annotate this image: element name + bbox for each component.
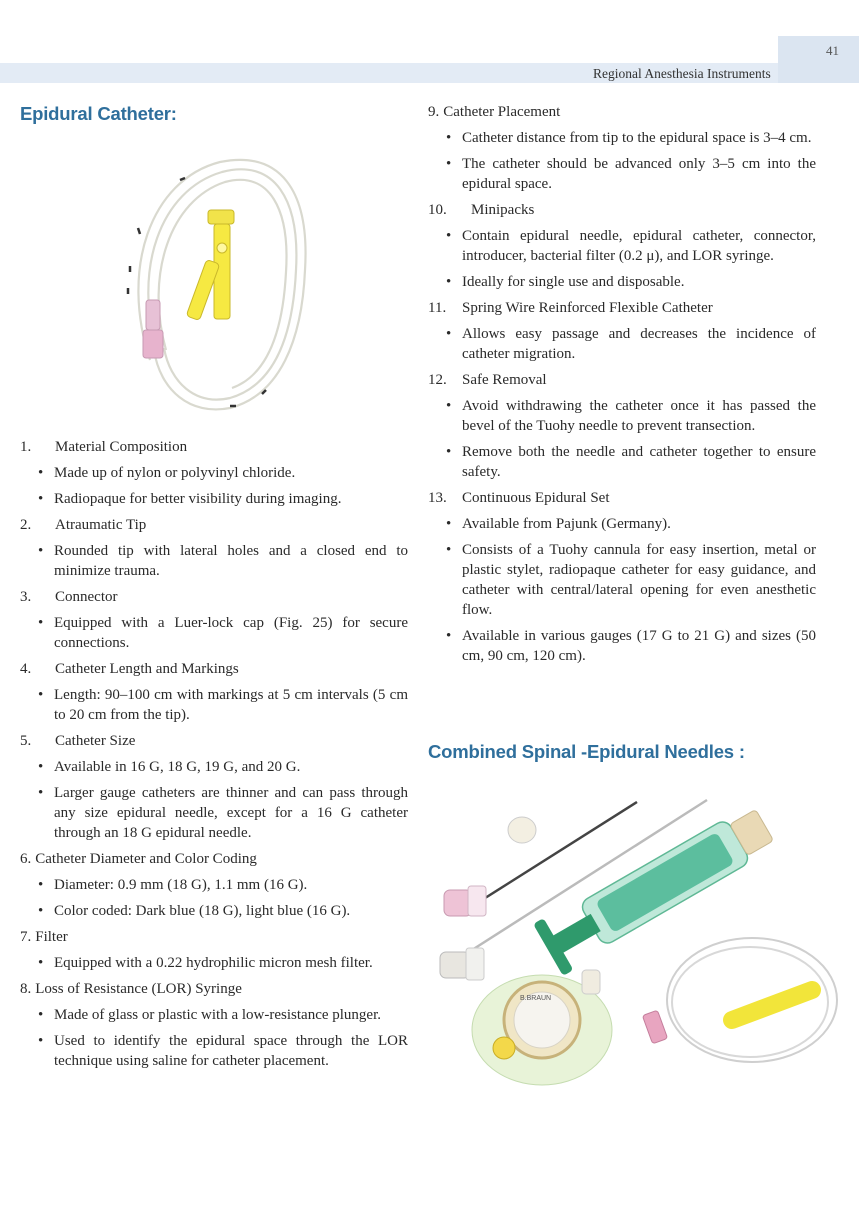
left-column — [20, 437, 408, 1077]
item-title: Atraumatic Tip — [55, 517, 147, 533]
bullet-text: • Length: 90–100 cm with markings at 5 cm intervals (5 cm to 20 cm from the tip). — [38, 685, 408, 725]
bullet-text: • Diameter: 0.9 mm (18 G), 1.1 mm (16 G). — [38, 875, 408, 895]
bullet-text: • Used to identify the epidural space through the LOR technique using saline for catheter placement. — [38, 1031, 408, 1071]
bullet-text: • Avoid withdrawing the catheter once it has passed the bevel of the Tuohy needle to prevent transection. — [446, 396, 816, 436]
page-tab — [778, 36, 859, 83]
item-title: Loss of Resistance (LOR) Syringe — [35, 981, 242, 997]
list-item — [428, 102, 816, 122]
item-number: 10. — [428, 202, 447, 218]
item-number: 5. — [20, 733, 32, 749]
item-number: 2. — [20, 517, 32, 533]
item-title: Catheter Placement — [443, 104, 561, 120]
item-number: 1. — [20, 439, 32, 455]
bullet-list — [38, 757, 408, 843]
item-number: 4. — [20, 661, 32, 677]
list-item — [428, 200, 816, 220]
bullet-list — [446, 514, 816, 666]
bullet-text: • Ideally for single use and disposable. — [446, 272, 816, 292]
bullet-text: • Equipped with a 0.22 hydrophilic micron mesh filter. — [38, 953, 408, 973]
bullet-text: • Made up of nylon or polyvinyl chloride. — [38, 463, 408, 483]
item-number: 8. — [20, 981, 32, 997]
cse-needles-heading: Combined Spinal -Epidural Needles : — [428, 741, 745, 762]
bullet-list — [38, 1005, 408, 1071]
bullet-text: • Available from Pajunk (Germany). — [446, 514, 816, 534]
bullet-list — [38, 541, 408, 581]
bullet-text: • Remove both the needle and catheter together to ensure safety. — [446, 442, 816, 482]
item-number: 11. — [428, 300, 447, 316]
item-title: Connector — [55, 589, 118, 605]
cse-brand-label: B.BRAUN — [520, 995, 552, 1002]
bullet-text: • Contain epidural needle, epidural catheter, connector, introducer, bacterial filter (0.2 μ), and LOR syringe. — [446, 226, 816, 266]
bullet-list — [446, 324, 816, 364]
epidural-catheter-figure — [110, 150, 320, 420]
bullet-text: • Equipped with a Luer-lock cap (Fig. 25) for secure connections. — [38, 613, 408, 653]
list-item — [428, 298, 816, 318]
bullet-text: • Color coded: Dark blue (18 G), light blue (16 G). — [38, 901, 408, 921]
list-item — [20, 659, 408, 679]
item-title: Material Composition — [55, 439, 188, 455]
running-head: Regional Anesthesia Instruments — [593, 66, 771, 81]
bullet-list — [38, 875, 408, 921]
item-title: Catheter Length and Markings — [55, 661, 239, 677]
item-title: Continuous Epidural Set — [462, 490, 610, 506]
bullet-list — [446, 396, 816, 482]
item-title: Safe Removal — [462, 372, 547, 388]
bullet-text: • Allows easy passage and decreases the incidence of catheter migration. — [446, 324, 816, 364]
list-item — [20, 731, 408, 751]
bullet-text: • Larger gauge catheters are thinner and can pass through any size epidural needle, except for a 16 G catheter through an 18 G epidural needle. — [38, 783, 408, 843]
page-number: 41 — [826, 43, 839, 58]
item-number: 7. — [20, 929, 32, 945]
list-item — [20, 849, 408, 869]
item-number: 3. — [20, 589, 32, 605]
bullet-text: • Catheter distance from tip to the epidural space is 3–4 cm. — [446, 128, 816, 148]
item-title: Spring Wire Reinforced Flexible Catheter — [462, 300, 713, 316]
list-item — [20, 927, 408, 947]
list-item — [428, 488, 816, 508]
bullet-text: • Available in 16 G, 18 G, 19 G, and 20 G. — [38, 757, 408, 777]
list-item — [20, 515, 408, 535]
list-item — [20, 979, 408, 999]
bullet-text: • Rounded tip with lateral holes and a closed end to minimize trauma. — [38, 541, 408, 581]
item-title: Filter — [35, 929, 68, 945]
bullet-list — [446, 226, 816, 292]
cse-set-figure — [432, 790, 842, 1090]
item-number: 6. — [20, 851, 32, 867]
list-item — [428, 370, 816, 390]
bullet-list — [38, 613, 408, 653]
bullet-list — [446, 128, 816, 194]
item-number: 13. — [428, 490, 447, 506]
list-item — [20, 437, 408, 457]
bullet-text: • The catheter should be advanced only 3–5 cm into the epidural space. — [446, 154, 816, 194]
item-title: Catheter Diameter and Color Coding — [35, 851, 257, 867]
item-title: Catheter Size — [55, 733, 136, 749]
right-column — [428, 102, 816, 672]
item-number: 9. — [428, 104, 440, 120]
bullet-list — [38, 463, 408, 509]
bullet-text: • Consists of a Tuohy cannula for easy insertion, metal or plastic stylet, radiopaque catheter for easy guidance, and catheter with central/lateral opening for even anesthetic flow. — [446, 540, 816, 620]
item-number: 12. — [428, 372, 447, 388]
epidural-catheter-heading: Epidural Catheter: — [20, 103, 177, 124]
bullet-text: • Made of glass or plastic with a low-resistance plunger. — [38, 1005, 408, 1025]
bullet-text: • Radiopaque for better visibility during imaging. — [38, 489, 408, 509]
bullet-list — [38, 685, 408, 725]
bullet-list — [38, 953, 408, 973]
bullet-text: • Available in various gauges (17 G to 21 G) and sizes (50 cm, 90 cm, 120 cm). — [446, 626, 816, 666]
item-title: Minipacks — [471, 202, 535, 218]
list-item — [20, 587, 408, 607]
